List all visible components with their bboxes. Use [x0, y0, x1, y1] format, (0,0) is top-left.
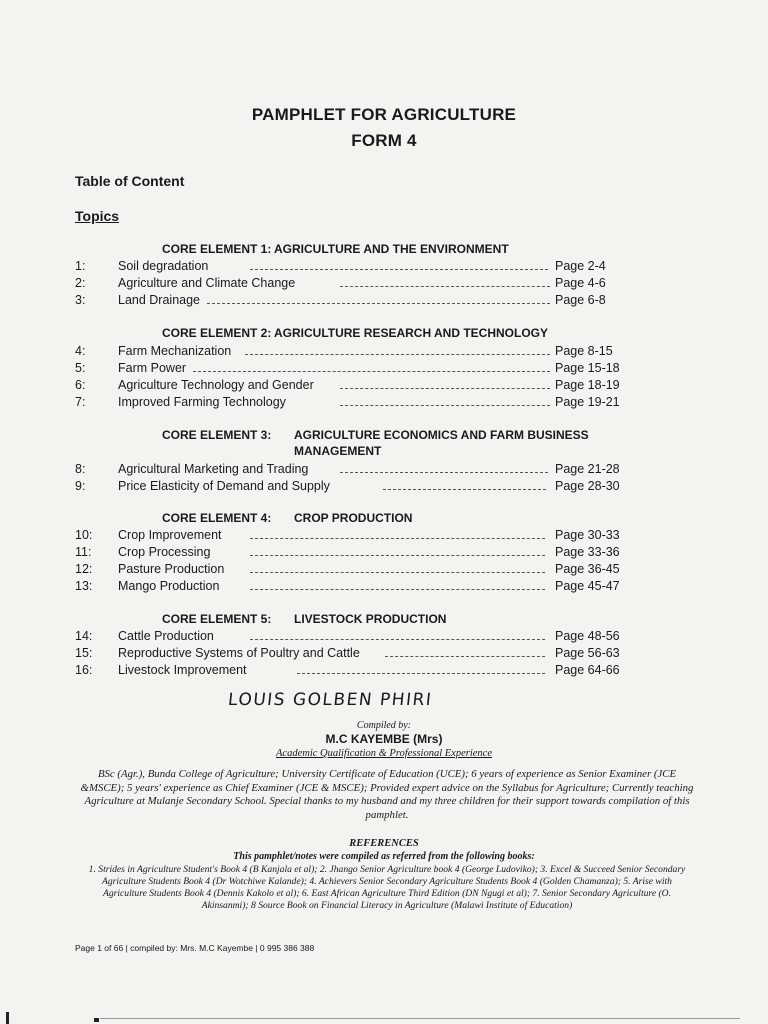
toc-row [75, 645, 630, 662]
toc-row [75, 377, 630, 394]
document-subtitle: FORM 4 [351, 131, 417, 150]
toc-row [75, 461, 630, 478]
section-label: CORE ELEMENT 1: [162, 242, 272, 256]
topic-number: 11: [75, 545, 92, 559]
dot-leader [250, 555, 545, 556]
toc-row [75, 527, 630, 544]
topic-number: 8: [75, 462, 86, 476]
document-title: PAMPHLET FOR AGRICULTURE [251, 105, 517, 124]
section-title: CROP PRODUCTION [294, 511, 413, 525]
section-title-continued: MANAGEMENT [294, 444, 382, 458]
dot-leader [340, 405, 550, 406]
qualification-heading: Academic Qualification & Professional Experience [276, 748, 492, 759]
topic-number: 10: [75, 528, 93, 542]
dot-leader [297, 673, 545, 674]
page-range: Page 30-33 [555, 528, 620, 542]
page-range: Page 4-6 [555, 276, 606, 290]
topic-title: Pasture Production [118, 562, 225, 576]
topic-number: 13: [75, 579, 93, 593]
topic-title: Mango Production [118, 579, 220, 593]
toc-row [75, 628, 630, 645]
dot-leader [193, 371, 550, 372]
references-heading: REFERENCES [349, 838, 419, 849]
page-range: Page 64-66 [555, 663, 620, 677]
topic-number: 14: [75, 629, 93, 643]
page-range: Page 45-47 [555, 579, 620, 593]
compiler-name: M.C KAYEMBE (Mrs) [325, 732, 443, 746]
dot-leader [385, 656, 545, 657]
dot-leader [250, 589, 545, 590]
topic-title: Crop Processing [118, 545, 211, 559]
table-of-content-heading: Table of Content [75, 173, 185, 189]
section-label: CORE ELEMENT 4: [162, 511, 272, 525]
topic-title: Reproductive Systems of Poultry and Cattle [118, 646, 360, 660]
topic-title: Improved Farming Technology [118, 395, 286, 409]
topic-number: 5: [75, 361, 86, 375]
topic-title: Farm Mechanization [118, 344, 232, 358]
compiler-bio-text: BSc (Agr.), Bunda College of Agriculture; University Certificate of Education (UCE); 6 years of experience as Senior Examiner (JCE &MSCE); 5 years' experience as Chief Examiner (JCE & MSCE); Provided expert advice on the Syllabus for Agriculture; Currently teaching Agriculture at Mulanje Secondary School. Special thanks to my husband and my three children for their support towards compilation of this pamphlet. [80, 768, 694, 821]
toc-row [75, 662, 630, 679]
topic-number: 9: [75, 479, 86, 493]
page-range: Page 19-21 [555, 395, 620, 409]
dot-leader [250, 639, 545, 640]
topic-title: Land Drainage [118, 293, 201, 307]
topic-title: Price Elasticity of Demand and Supply [118, 479, 330, 493]
page-range: Page 28-30 [555, 479, 620, 493]
section-label: CORE ELEMENT 3: [162, 428, 272, 442]
topic-title: Agriculture and Climate Change [118, 276, 296, 290]
dot-leader [207, 303, 550, 304]
page-range: Page 56-63 [555, 646, 620, 660]
topic-number: 4: [75, 344, 86, 358]
page-range: Page 6-8 [555, 293, 606, 307]
page-range: Page 33-36 [555, 545, 620, 559]
topic-number: 16: [75, 663, 93, 677]
page-range: Page 2-4 [555, 259, 606, 273]
topic-number: 6: [75, 378, 86, 392]
topic-title: Farm Power [118, 361, 187, 375]
page-range: Page 18-19 [555, 378, 620, 392]
topic-number: 7: [75, 395, 86, 409]
dot-leader [250, 572, 545, 573]
toc-row [75, 292, 630, 309]
scan-mark [94, 1018, 99, 1022]
scan-edge-line [100, 1018, 740, 1019]
page-range: Page 8-15 [555, 344, 613, 358]
dot-leader [245, 354, 550, 355]
toc-row [75, 578, 630, 595]
scan-mark [6, 1012, 9, 1024]
toc-row [75, 275, 630, 292]
page-range: Page 21-28 [555, 462, 620, 476]
topics-heading: Topics [75, 208, 120, 224]
references-list: 1. Strides in Agriculture Student's Book 4 (B Kanjala et al); 2. Jhango Senior Agriculture book 4 (George Ludoviko); 3. Excel & Succeed Senior Secondary Agriculture Students Book 4 (Dr Wotchiwe Kalande); 4. Achievers Senior Secondary Agriculture Students Book 4 (Golden Chamanza); 5. Arise with Agriculture Students Book 4 (Dennis Kakolo et al); 6. East African Agriculture Third Edition (DN Ngugi et al); 7. Senior Secondary Agriculture (O. Akinsanmi); 8 Source Book on Financial Literacy in Agriculture (Malawi Institute of Education) [88, 864, 686, 911]
section-label: CORE ELEMENT 5: [162, 612, 272, 626]
topic-number: 12: [75, 562, 93, 576]
topic-number: 15: [75, 646, 93, 660]
toc-row [75, 343, 630, 360]
page-range: Page 15-18 [555, 361, 620, 375]
dot-leader [250, 538, 545, 539]
dot-leader [340, 388, 550, 389]
toc-row [75, 394, 630, 411]
topic-title: Soil degradation [118, 259, 209, 273]
section-title: AGRICULTURE ECONOMICS AND FARM BUSINESS [294, 428, 589, 442]
page-range: Page 48-56 [555, 629, 620, 643]
toc-row [75, 478, 630, 495]
handwritten-signature: LOUIS GOLBEN PHIRI [226, 690, 434, 710]
compiled-by-label: Compiled by: [356, 720, 412, 731]
toc-row [75, 544, 630, 561]
toc-row [75, 258, 630, 275]
section-title: AGRICULTURE AND THE ENVIRONMENT [274, 242, 509, 256]
topic-title: Agricultural Marketing and Trading [118, 462, 309, 476]
topic-title: Agriculture Technology and Gender [118, 378, 314, 392]
topic-title: Cattle Production [118, 629, 214, 643]
section-title: LIVESTOCK PRODUCTION [294, 612, 447, 626]
topic-number: 3: [75, 293, 86, 307]
section-heading-3 [162, 428, 632, 462]
section-title: AGRICULTURE RESEARCH AND TECHNOLOGY [274, 326, 549, 340]
topic-title: Livestock Improvement [118, 663, 247, 677]
dot-leader [340, 286, 550, 287]
dot-leader [340, 472, 548, 473]
references-intro: This pamphlet/notes were compiled as referred from the following books: [233, 851, 535, 862]
toc-row [75, 561, 630, 578]
page-footer: Page 1 of 66 | compiled by: Mrs. M.C Kayembe | 0 995 386 388 [75, 943, 315, 953]
compiler-bio [78, 768, 696, 822]
topic-number: 1: [75, 259, 86, 273]
section-label: CORE ELEMENT 2: [162, 326, 272, 340]
topic-number: 2: [75, 276, 86, 290]
topic-title: Crop Improvement [118, 528, 222, 542]
page-range: Page 36-45 [555, 562, 620, 576]
dot-leader [250, 269, 548, 270]
toc-row [75, 360, 630, 377]
dot-leader [383, 489, 546, 490]
